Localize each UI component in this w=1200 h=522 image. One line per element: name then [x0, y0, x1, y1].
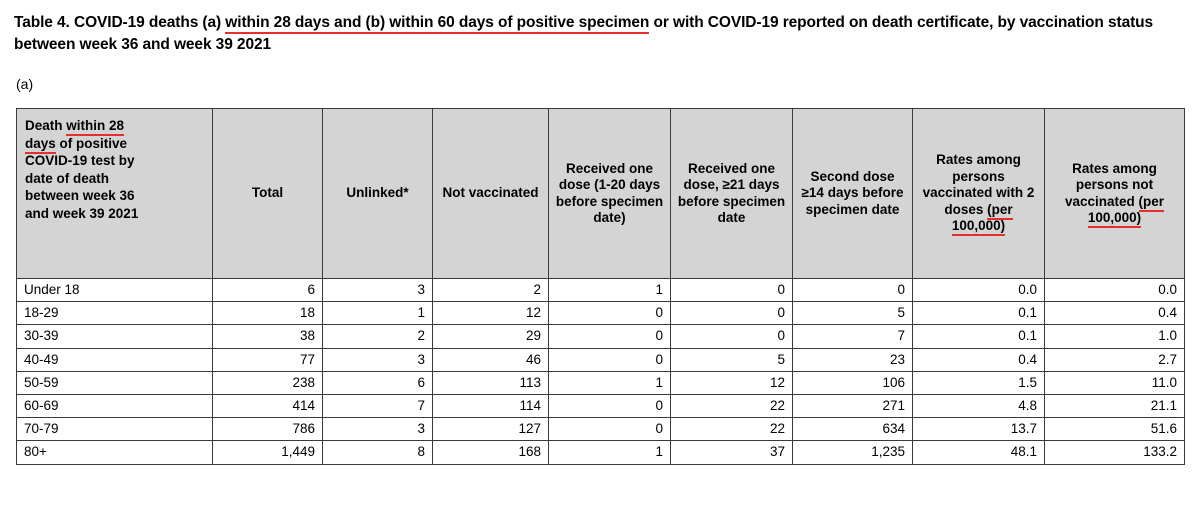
- table-row: [17, 348, 1185, 371]
- header-text-line2: of positive: [55, 135, 128, 151]
- cell-rate-two-doses: 0.4: [913, 348, 1045, 371]
- cell-not-vaccinated: 46: [433, 348, 549, 371]
- cell-total: 238: [213, 371, 323, 394]
- cell-age-group: Under 18: [17, 279, 213, 302]
- column-header-rates-vaccinated-two-doses: [913, 109, 1045, 279]
- table-row: [17, 302, 1185, 325]
- title-part-2: or with COVID-19 reported on death certificate, by vaccination status between week 36 and week 39 2021: [14, 14, 1154, 53]
- column-header-death-definition: [17, 109, 213, 279]
- cell-unlinked: 3: [323, 279, 433, 302]
- table-body: [17, 279, 1185, 465]
- cell-age-group: 40-49: [17, 348, 213, 371]
- header-text-line6: and week 39 2021: [25, 205, 139, 221]
- column-header-unlinked: Unlinked*: [323, 109, 433, 279]
- cell-rate-unvaccinated: 1.0: [1045, 325, 1185, 348]
- section-label-a: (a): [16, 76, 34, 92]
- cell-one-dose-21plus: 22: [671, 394, 793, 417]
- cell-second-dose-14plus: 5: [793, 302, 913, 325]
- cell-age-group: 70-79: [17, 418, 213, 441]
- cell-not-vaccinated: 2: [433, 279, 549, 302]
- column-header-not-vaccinated: Not vaccinated: [433, 109, 549, 279]
- cell-second-dose-14plus: 271: [793, 394, 913, 417]
- cell-not-vaccinated: 114: [433, 394, 549, 417]
- cell-second-dose-14plus: 106: [793, 371, 913, 394]
- cell-not-vaccinated: 12: [433, 302, 549, 325]
- cell-one-dose-21plus: 0: [671, 325, 793, 348]
- column-header-received-one-dose-21-days: Received one dose, ≥21 days before specimen date: [671, 109, 793, 279]
- cell-second-dose-14plus: 1,235: [793, 441, 913, 464]
- cell-one-dose-1-20: 1: [549, 279, 671, 302]
- cell-rate-two-doses: 1.5: [913, 371, 1045, 394]
- cell-age-group: 50-59: [17, 371, 213, 394]
- cell-unlinked: 2: [323, 325, 433, 348]
- cell-one-dose-21plus: 37: [671, 441, 793, 464]
- table-row: [17, 418, 1185, 441]
- cell-unlinked: 3: [323, 348, 433, 371]
- header-rates-vaccinated-text: Rates among persons vaccinated with 2 doses: [922, 152, 1035, 217]
- header-underlined-days: days: [25, 136, 56, 154]
- header-text-line4: date of death: [25, 170, 110, 186]
- cell-rate-unvaccinated: 11.0: [1045, 371, 1185, 394]
- cell-rate-unvaccinated: 0.0: [1045, 279, 1185, 302]
- cell-one-dose-21plus: 5: [671, 348, 793, 371]
- header-text-line3: COVID-19 test by: [25, 153, 135, 169]
- cell-total: 18: [213, 302, 323, 325]
- table-row: [17, 394, 1185, 417]
- cell-total: 414: [213, 394, 323, 417]
- page-title: [14, 12, 1186, 56]
- cell-total: 6: [213, 279, 323, 302]
- cell-rate-two-doses: 13.7: [913, 418, 1045, 441]
- cell-total: 77: [213, 348, 323, 371]
- deaths-within-28-days-table: [16, 108, 1185, 465]
- cell-rate-two-doses: 0.1: [913, 325, 1045, 348]
- column-header-second-dose-14-days: Second dose ≥14 days before specimen date: [793, 109, 913, 279]
- header-text-line5: between week 36: [25, 188, 135, 204]
- cell-one-dose-1-20: 1: [549, 441, 671, 464]
- cell-unlinked: 8: [323, 441, 433, 464]
- table-row: [17, 279, 1185, 302]
- cell-age-group: 30-39: [17, 325, 213, 348]
- cell-age-group: 18-29: [17, 302, 213, 325]
- table-header-row: [17, 109, 1185, 279]
- cell-rate-unvaccinated: 0.4: [1045, 302, 1185, 325]
- table-row: [17, 371, 1185, 394]
- cell-one-dose-21plus: 0: [671, 302, 793, 325]
- column-header-received-one-dose-1-20-days: Received one dose (1-20 days before specimen date): [549, 109, 671, 279]
- cell-rate-two-doses: 0.1: [913, 302, 1045, 325]
- cell-total: 1,449: [213, 441, 323, 464]
- header-rates-vaccinated-per-100000: (per 100,000): [952, 202, 1013, 236]
- cell-one-dose-1-20: 0: [549, 418, 671, 441]
- header-text-line1: Death: [25, 118, 67, 133]
- cell-one-dose-21plus: 0: [671, 279, 793, 302]
- cell-second-dose-14plus: 634: [793, 418, 913, 441]
- header-underlined-within-28: within 28: [66, 118, 124, 136]
- cell-rate-unvaccinated: 21.1: [1045, 394, 1185, 417]
- cell-total: 786: [213, 418, 323, 441]
- cell-rate-two-doses: 4.8: [913, 394, 1045, 417]
- header-rates-unvaccinated-per-100000: (per 100,000): [1088, 194, 1164, 228]
- cell-one-dose-21plus: 12: [671, 371, 793, 394]
- cell-rate-two-doses: 48.1: [913, 441, 1045, 464]
- title-underlined-part: within 28 days and (b) within 60 days of positive specimen: [225, 14, 649, 34]
- cell-one-dose-1-20: 0: [549, 325, 671, 348]
- column-header-total: Total: [213, 109, 323, 279]
- cell-second-dose-14plus: 7: [793, 325, 913, 348]
- cell-one-dose-21plus: 22: [671, 418, 793, 441]
- cell-rate-unvaccinated: 2.7: [1045, 348, 1185, 371]
- cell-not-vaccinated: 113: [433, 371, 549, 394]
- title-part-1: Table 4. COVID-19 deaths (a): [14, 14, 226, 31]
- cell-one-dose-1-20: 1: [549, 371, 671, 394]
- cell-unlinked: 6: [323, 371, 433, 394]
- cell-unlinked: 1: [323, 302, 433, 325]
- cell-one-dose-1-20: 0: [549, 348, 671, 371]
- table-row: [17, 441, 1185, 464]
- cell-second-dose-14plus: 0: [793, 279, 913, 302]
- cell-not-vaccinated: 127: [433, 418, 549, 441]
- header-rates-unvaccinated-text: Rates among persons not vaccinated: [1064, 160, 1157, 209]
- cell-age-group: 80+: [17, 441, 213, 464]
- cell-rate-unvaccinated: 133.2: [1045, 441, 1185, 464]
- cell-rate-unvaccinated: 51.6: [1045, 418, 1185, 441]
- table-row: [17, 325, 1185, 348]
- cell-unlinked: 3: [323, 418, 433, 441]
- cell-rate-two-doses: 0.0: [913, 279, 1045, 302]
- cell-unlinked: 7: [323, 394, 433, 417]
- cell-one-dose-1-20: 0: [549, 302, 671, 325]
- cell-total: 38: [213, 325, 323, 348]
- cell-not-vaccinated: 168: [433, 441, 549, 464]
- cell-age-group: 60-69: [17, 394, 213, 417]
- cell-not-vaccinated: 29: [433, 325, 549, 348]
- column-header-rates-not-vaccinated: [1045, 109, 1185, 279]
- cell-second-dose-14plus: 23: [793, 348, 913, 371]
- cell-one-dose-1-20: 0: [549, 394, 671, 417]
